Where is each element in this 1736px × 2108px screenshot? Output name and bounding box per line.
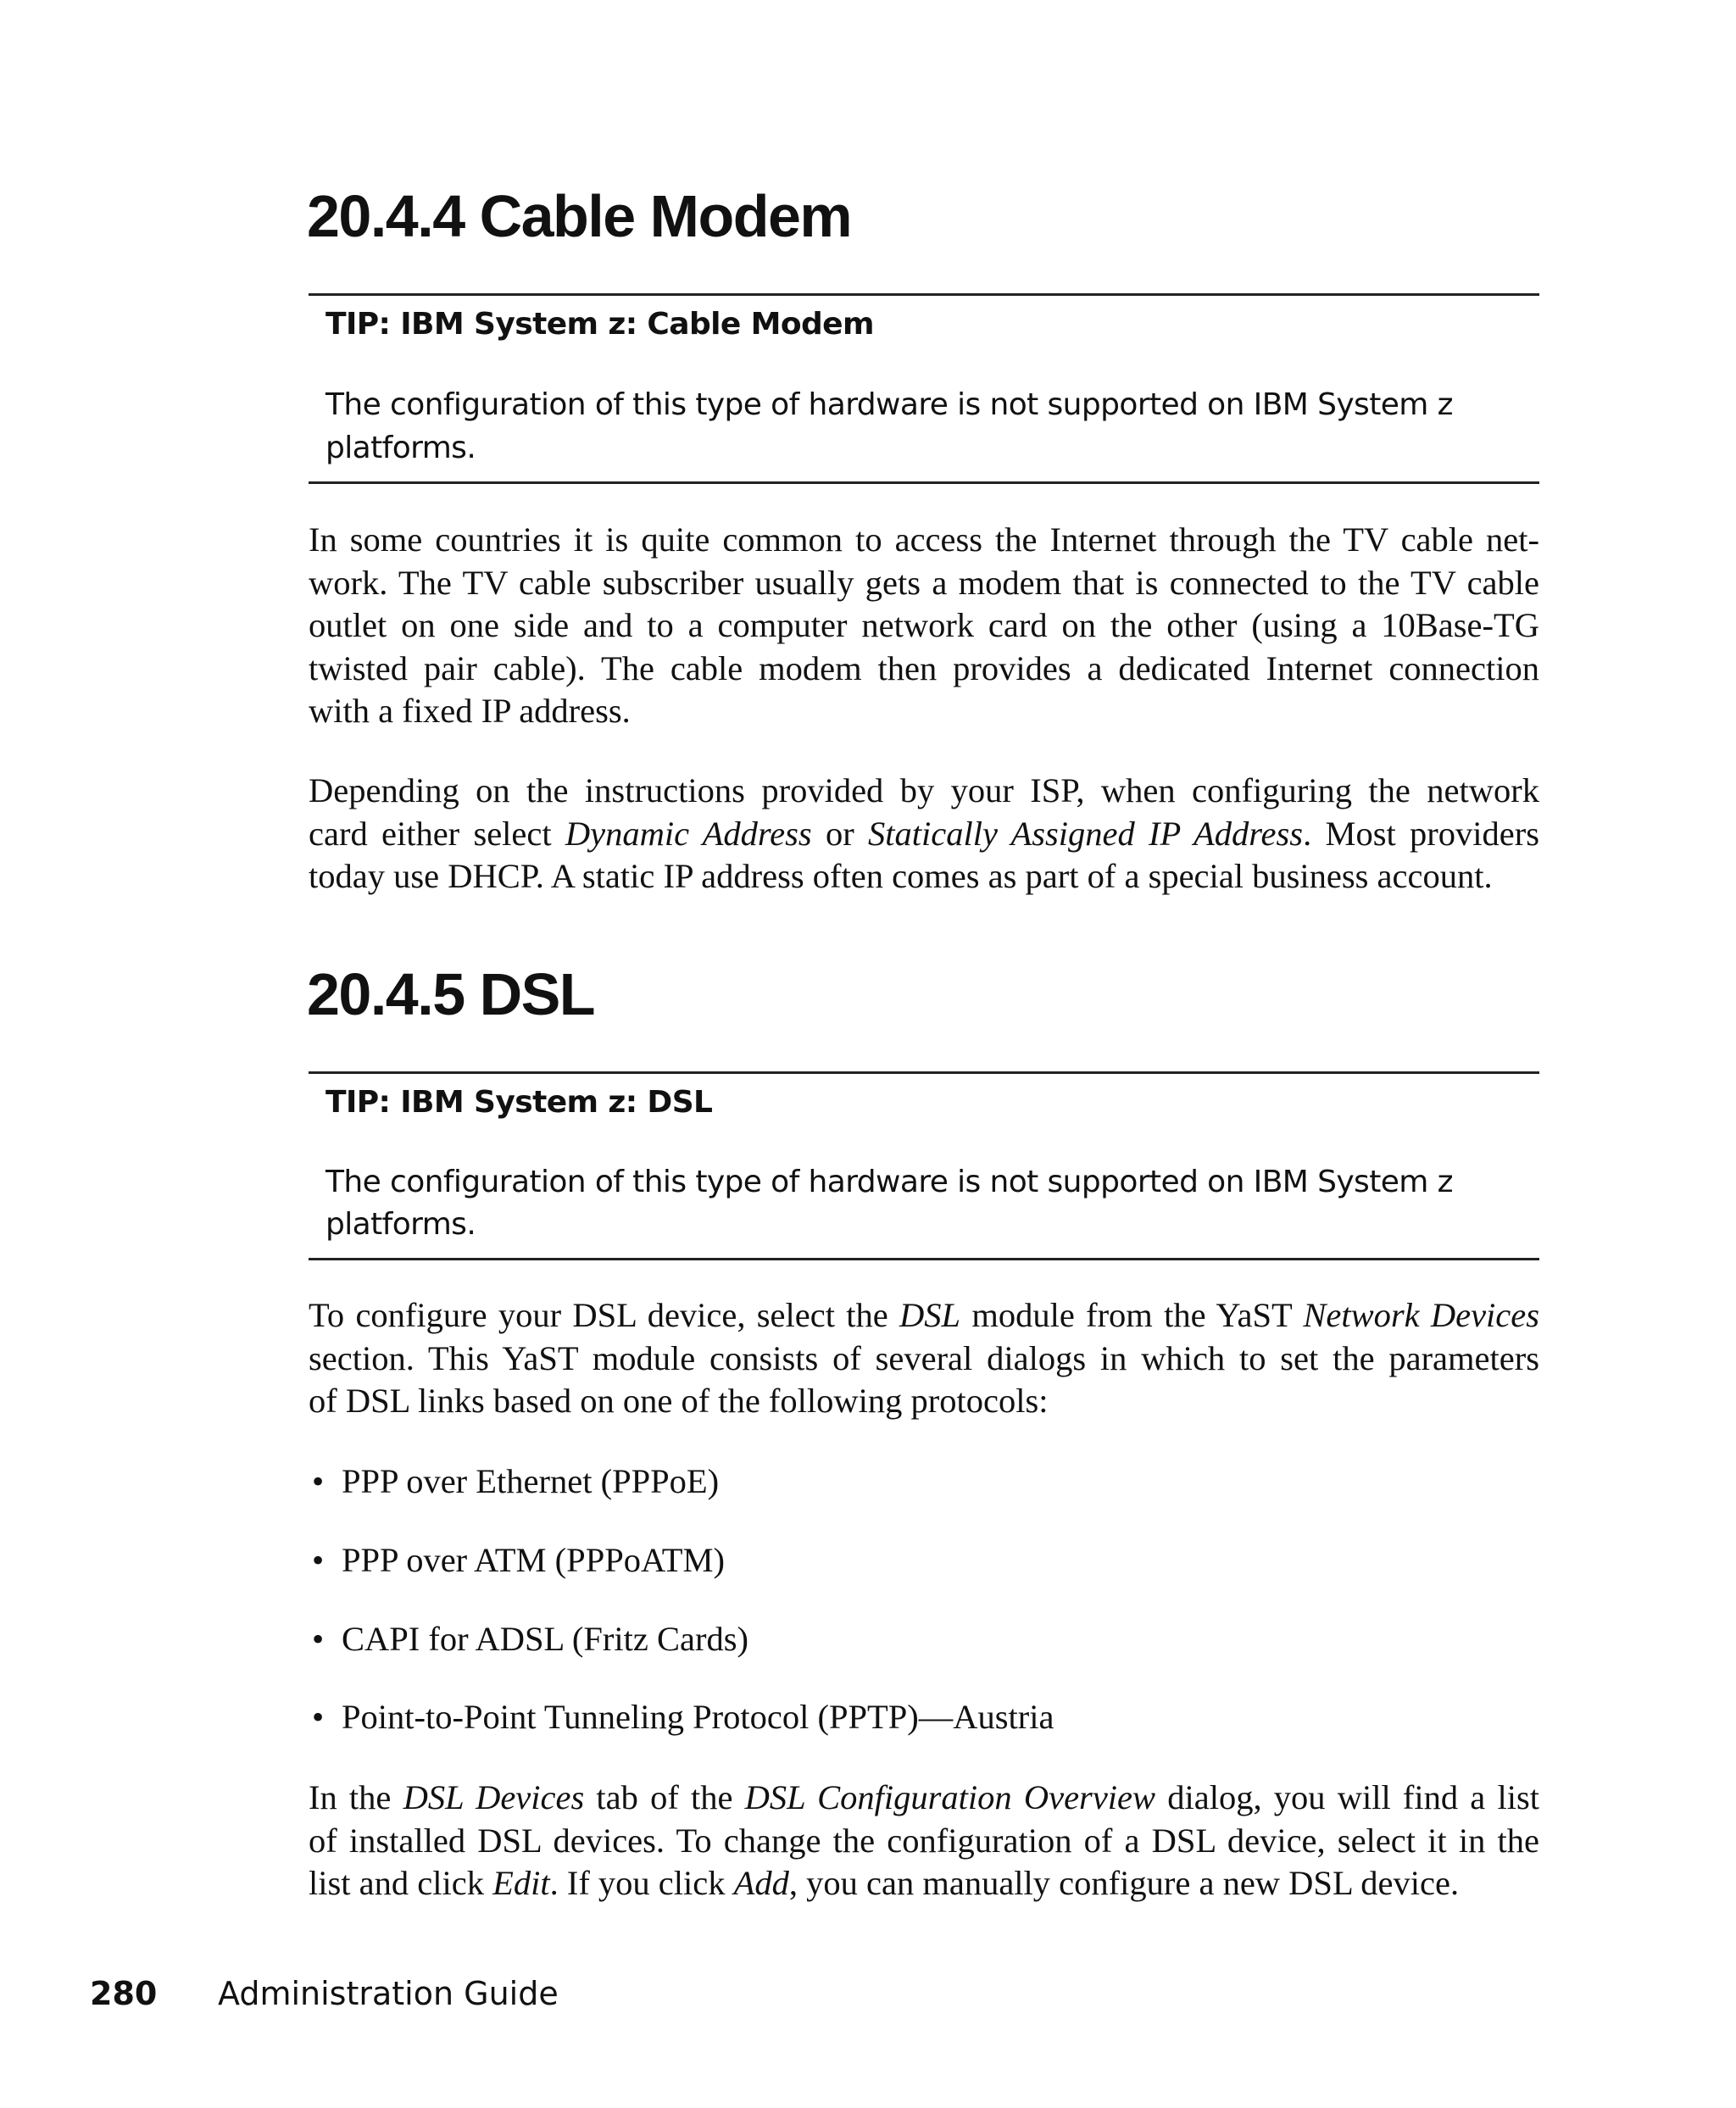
text-run: tab of the [584, 1778, 745, 1816]
text-line [309, 518, 1539, 561]
text-run: To configure your DSL device, select the [309, 1296, 900, 1334]
text-run: work. The TV cable subscriber usually gets a modem that is connected to the TV cable [309, 563, 1539, 602]
tip-bottom-rule [309, 1258, 1539, 1260]
text-line [309, 1293, 1539, 1337]
text-run: module from the YaST [960, 1296, 1304, 1334]
text-run: In the [309, 1778, 403, 1816]
text-line [309, 1776, 1539, 1819]
text-line [309, 1819, 1539, 1862]
bullet-icon: • [312, 1698, 325, 1736]
text-line [309, 689, 1539, 732]
emphasis-text: Dynamic Address [565, 814, 812, 853]
tip-body-line: The configuration of this type of hardware is not supported on IBM System z [326, 1165, 1453, 1199]
text-line [309, 1861, 1539, 1905]
bullet-icon: • [312, 1462, 325, 1500]
text-run: In some countries it is quite common to access the Internet through the TV cable net- [309, 520, 1539, 559]
emphasis-text: Network Devices [1303, 1296, 1540, 1334]
section-heading-cable-modem: 20.4.4 Cable Modem [307, 183, 852, 249]
text-line [309, 812, 1539, 855]
book-title: Administration Guide [218, 1975, 559, 2012]
text-line [309, 561, 1539, 604]
text-run: . If you click [549, 1864, 734, 1902]
text-run: dialog, you will find a list [1155, 1778, 1539, 1816]
bullet-item: Point-to-Point Tunneling Protocol (PPTP)—Austria [342, 1698, 1054, 1736]
page-number: 280 [90, 1975, 158, 2012]
bullet-icon: • [312, 1541, 325, 1579]
text-run: Depending on the instructions provided by your ISP, when configuring the network [309, 771, 1539, 809]
emphasis-text: Statically Assigned IP Address [867, 814, 1304, 853]
tip-top-rule [309, 293, 1539, 296]
text-line [309, 647, 1539, 690]
section-heading-dsl: 20.4.5 DSL [307, 961, 595, 1027]
text-run: of DSL links based on one of the following protocols: [309, 1382, 1049, 1420]
text-line [309, 603, 1539, 647]
text-run: twisted pair cable). The cable modem then provides a dedicated Internet connection [309, 648, 1539, 687]
bullet-icon: • [312, 1620, 325, 1658]
tip-top-rule [309, 1071, 1539, 1074]
text-run: with a fixed IP address. [309, 692, 631, 730]
emphasis-text: DSL [899, 1296, 961, 1334]
tip-body-line: platforms. [326, 1207, 476, 1242]
text-run: . Most providers [1303, 814, 1539, 853]
emphasis-text: Edit [492, 1864, 550, 1902]
emphasis-text: DSL Devices [403, 1778, 585, 1816]
tip-title: TIP: IBM System z: DSL [326, 1085, 713, 1120]
emphasis-text: Add [733, 1864, 789, 1902]
tip-body-line: platforms. [326, 431, 476, 465]
text-run: outlet on one side and to a computer network card on the other (using a 10Base-TG [309, 606, 1539, 644]
text-run: list and click [309, 1864, 493, 1902]
text-run: of installed DSL devices. To change the configuration of a DSL device, select it in the [309, 1821, 1539, 1860]
emphasis-text: DSL Configuration Overview [744, 1778, 1156, 1816]
tip-title: TIP: IBM System z: Cable Modem [326, 307, 874, 342]
text-run: section. This YaST module consists of several dialogs in which to set the parameters [309, 1338, 1539, 1377]
text-run: , you can manually configure a new DSL device. [788, 1864, 1460, 1902]
text-line [309, 1379, 1539, 1422]
bullet-item: PPP over ATM (PPPoATM) [342, 1541, 725, 1579]
bullet-item: PPP over Ethernet (PPPoE) [342, 1462, 720, 1500]
text-line [309, 769, 1539, 812]
text-line [309, 1337, 1539, 1380]
bullet-item: CAPI for ADSL (Fritz Cards) [342, 1620, 748, 1658]
text-run: today use DHCP. A static IP address often comes as part of a special business account. [309, 857, 1493, 895]
tip-body-line: The configuration of this type of hardware is not supported on IBM System z [326, 387, 1453, 422]
text-line [309, 854, 1539, 898]
text-run: or [811, 814, 868, 853]
text-run: card either select [309, 814, 565, 853]
tip-bottom-rule [309, 481, 1539, 484]
